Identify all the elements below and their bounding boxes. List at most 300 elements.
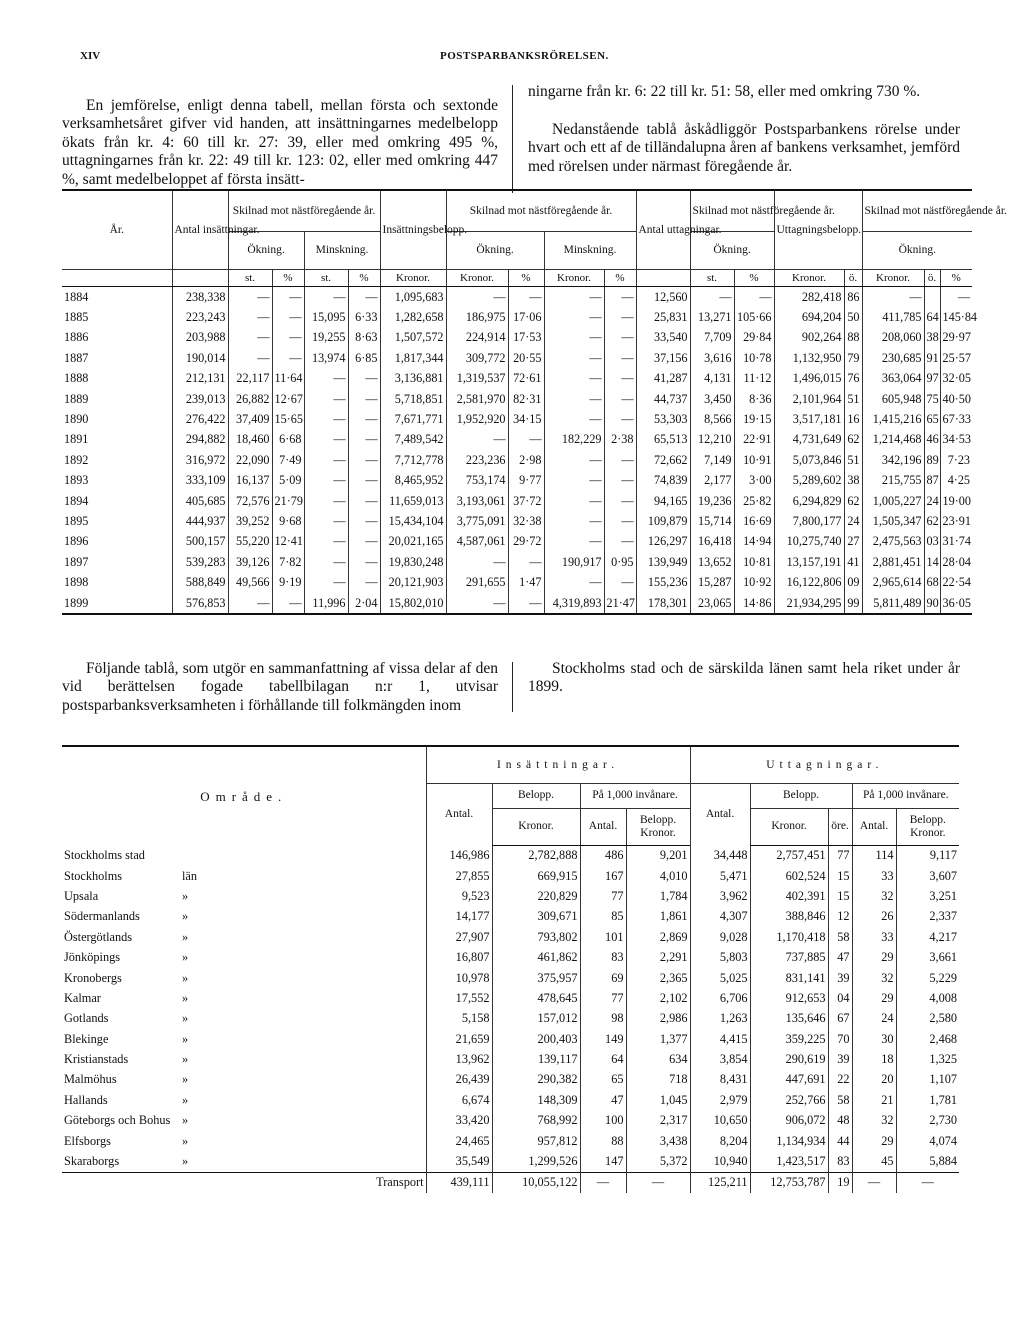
year-cell: 1889: [64, 391, 89, 406]
table-cell: 486: [580, 845, 626, 866]
table-cell: 19: [828, 1172, 852, 1193]
table-cell: —: [348, 511, 380, 531]
table-row: [62, 1111, 959, 1131]
utt-kronor: Kronor.: [750, 808, 828, 845]
utt-p-antal: Antal.: [852, 808, 896, 845]
table-cell: 411,785: [862, 307, 924, 327]
table-cell: 223,236: [446, 450, 508, 470]
table-cell: 10,650: [690, 1111, 750, 1131]
transport-label: Transport: [180, 1172, 426, 1193]
table-cell: 669,915: [492, 866, 580, 886]
table-cell: —: [896, 1172, 959, 1193]
table-cell: 902,264: [774, 328, 844, 348]
unit-ore: ö.: [844, 270, 862, 287]
table-cell: 8·63: [348, 328, 380, 348]
table-cell: 2,757,451: [750, 845, 828, 866]
table-cell: 9·77: [508, 471, 544, 491]
table-cell: 2,580: [896, 1009, 959, 1029]
table-cell: 3,607: [896, 866, 959, 886]
mid-right-paragraph: Stockholms stad och de särskilda länen samt hela riket under år 1899.: [528, 660, 960, 696]
table-cell: —: [304, 572, 348, 592]
col-antal-insattningar: Antal insättningar.: [172, 190, 228, 270]
table-cell: 14,177: [426, 907, 492, 927]
table-cell: 5·09: [272, 471, 304, 491]
unit-ore: ö.: [924, 270, 940, 287]
table-cell: 21: [852, 1090, 896, 1110]
table-cell: 294,882: [172, 430, 228, 450]
table-cell: 24: [852, 1009, 896, 1029]
table-cell: 27,907: [426, 927, 492, 947]
table-cell: —: [446, 430, 508, 450]
table-cell: 7,712,778: [380, 450, 446, 470]
unit-blank: [172, 270, 228, 287]
table-cell: 15: [828, 866, 852, 886]
table-cell: 23·91: [940, 511, 972, 531]
table-cell: 4,008: [896, 988, 959, 1008]
table-cell: 45: [852, 1151, 896, 1172]
year-cell: 1886: [64, 330, 89, 345]
table-cell: 15,434,104: [380, 511, 446, 531]
table-cell: 64: [580, 1049, 626, 1069]
table-cell: 39,252: [228, 511, 272, 531]
table-cell: 13,652: [690, 552, 734, 572]
table-cell: 1,817,344: [380, 348, 446, 368]
table-cell: 1,299,526: [492, 1151, 580, 1172]
table-cell: —: [304, 389, 348, 409]
table-cell: 405,685: [172, 491, 228, 511]
table-cell: 1,132,950: [774, 348, 844, 368]
table-cell: 252,766: [750, 1090, 828, 1110]
table-cell: —: [348, 552, 380, 572]
year-cell: 1896: [64, 534, 89, 549]
region-suffix: »: [182, 1154, 189, 1169]
table-cell: —: [304, 552, 348, 572]
table-row: [62, 845, 959, 866]
table-cell: 82·31: [508, 389, 544, 409]
table-cell: 1,170,418: [750, 927, 828, 947]
table-cell: 282,418: [774, 287, 844, 308]
table-cell: —: [862, 287, 924, 308]
table-row: [62, 1009, 959, 1029]
unit-kronor: Kronor.: [380, 270, 446, 287]
table-cell: 65: [924, 409, 940, 429]
table-cell: —: [348, 389, 380, 409]
table-cell: 33,540: [636, 328, 690, 348]
utt-pa1000: På 1,000 invånare.: [852, 784, 959, 809]
table-cell: 576,853: [172, 593, 228, 614]
year-cell: 1890: [64, 412, 89, 427]
year-cell: 1893: [64, 473, 89, 488]
table-cell: 65: [580, 1070, 626, 1090]
region-suffix: »: [182, 1113, 189, 1128]
table-cell: 3,450: [690, 389, 734, 409]
table-cell: 64: [924, 307, 940, 327]
table-row: [62, 307, 972, 327]
table-cell: —: [348, 471, 380, 491]
table-cell: 316,972: [172, 450, 228, 470]
table-cell: 26,882: [228, 389, 272, 409]
region-name: Skaraborgs: [64, 1154, 120, 1169]
table-cell: 1,377: [626, 1029, 690, 1049]
table-row: [62, 491, 972, 511]
table-cell: 3,251: [896, 886, 959, 906]
table-cell: 478,645: [492, 988, 580, 1008]
table-cell: 634: [626, 1049, 690, 1069]
table-cell: 16,137: [228, 471, 272, 491]
unit-kronor: Kronor.: [544, 270, 604, 287]
table-cell: —: [544, 369, 604, 389]
intro-right-paragraph-1: ningarne från kr. 6: 22 till kr. 51: 58, eller med omkring 730 %.: [528, 83, 921, 100]
table-cell: 40·50: [940, 389, 972, 409]
unit-blank: [62, 270, 172, 287]
table-cell: 86: [844, 287, 862, 308]
region-name: Jönköpings: [64, 950, 121, 965]
table-cell: 13,974: [304, 348, 348, 368]
region-suffix: »: [182, 990, 189, 1005]
table-cell: 38: [844, 471, 862, 491]
region-suffix: »: [182, 1072, 189, 1087]
table-cell: —: [580, 1172, 626, 1193]
table-cell: 359,225: [750, 1029, 828, 1049]
table-cell: 47: [828, 947, 852, 967]
table-cell: 14·86: [734, 593, 774, 614]
table-cell: 101: [580, 927, 626, 947]
table-cell: 39: [828, 968, 852, 988]
table-cell: 4,731,649: [774, 430, 844, 450]
mid-left-paragraph: Följande tablå, som utgör en sammanfattning af vissa delar af den vid berättelsen fogade tabellbilagan n:r 1, utvisar postsparbanksverksamheten i förhållande till folkmängden inom: [62, 660, 498, 714]
table-cell: 33: [852, 927, 896, 947]
table-cell: 309,772: [446, 348, 508, 368]
table-cell: 83: [828, 1151, 852, 1172]
table-cell: 5,803: [690, 947, 750, 967]
table-cell: 15: [828, 886, 852, 906]
region-suffix: »: [182, 888, 189, 903]
intro-right-paragraph-2: Nedanstående tablå åskådliggör Postsparbankens rörelse under hvart och ett af de tilländalupna åren af bankens verksamhet, jemförd med rörelsen under närmast föregående år.: [528, 121, 960, 175]
table-row: [62, 1151, 959, 1172]
table-cell: 105·66: [734, 307, 774, 327]
table-cell: —: [228, 348, 272, 368]
table-row: [62, 409, 972, 429]
table-cell: 912,653: [750, 988, 828, 1008]
region-suffix: län: [182, 868, 198, 883]
table-cell: 15·65: [272, 409, 304, 429]
table-row: [62, 369, 972, 389]
table-row: [62, 927, 959, 947]
table-cell: 22: [828, 1070, 852, 1090]
table-cell: 22·91: [734, 430, 774, 450]
table-cell: 718: [626, 1070, 690, 1090]
table-cell: 22·54: [940, 572, 972, 592]
table-cell: 77: [580, 886, 626, 906]
table-row: [62, 450, 972, 470]
table-cell: —: [446, 593, 508, 614]
table-cell: 20,121,903: [380, 572, 446, 592]
table-cell: 32·05: [940, 369, 972, 389]
table-cell: 9,523: [426, 886, 492, 906]
table-cell: 223,243: [172, 307, 228, 327]
table-cell: —: [228, 307, 272, 327]
table-cell: 19,255: [304, 328, 348, 348]
table-cell: —: [604, 287, 636, 308]
table-cell: 9,117: [896, 845, 959, 866]
unit-st: st.: [228, 270, 272, 287]
table-cell: 75: [924, 389, 940, 409]
table-cell: 5,718,851: [380, 389, 446, 409]
table-row: [62, 866, 959, 886]
table-cell: 2,986: [626, 1009, 690, 1029]
table-cell: 29·97: [940, 328, 972, 348]
ins-p-belopp: Belopp. Kronor.: [626, 808, 690, 845]
table-cell: —: [544, 471, 604, 491]
table-cell: 8,566: [690, 409, 734, 429]
table-cell: 13,157,191: [774, 552, 844, 572]
table-cell: 7·49: [272, 450, 304, 470]
table-cell: —: [348, 450, 380, 470]
table-cell: 190,014: [172, 348, 228, 368]
table-cell: 41,287: [636, 369, 690, 389]
table-cell: —: [272, 307, 304, 327]
region-suffix: »: [182, 950, 189, 965]
table-cell: 11·12: [734, 369, 774, 389]
table-cell: 16: [844, 409, 862, 429]
table-cell: —: [544, 389, 604, 409]
table-cell: 4·25: [940, 471, 972, 491]
table-row: [62, 1131, 959, 1151]
table-cell: 21,934,295: [774, 593, 844, 614]
table-cell: 44,737: [636, 389, 690, 409]
table-cell: 768,992: [492, 1111, 580, 1131]
table-cell: —: [544, 450, 604, 470]
col-skilnad-2: Skilnad mot nästföregående år.: [446, 190, 636, 232]
table-cell: 0·95: [604, 552, 636, 572]
table-cell: 1,214,468: [862, 430, 924, 450]
table-cell: 26,439: [426, 1070, 492, 1090]
region-name: Gotlands: [64, 1011, 109, 1026]
table-cell: 5,229: [896, 968, 959, 988]
table-cell: 2,869: [626, 927, 690, 947]
table-cell: 6,674: [426, 1090, 492, 1110]
table-cell: 1,781: [896, 1090, 959, 1110]
table-cell: 9·19: [272, 572, 304, 592]
table-cell: 6·33: [348, 307, 380, 327]
sub-minskning-2: Minskning.: [544, 232, 636, 270]
table-cell: 49,566: [228, 572, 272, 592]
table-cell: 4,074: [896, 1131, 959, 1151]
table-cell: —: [604, 471, 636, 491]
ins-belopp: Belopp.: [492, 784, 580, 809]
table-cell: —: [348, 430, 380, 450]
table-cell: 1,045: [626, 1090, 690, 1110]
table-cell: 6·85: [348, 348, 380, 368]
table-cell: —: [272, 593, 304, 614]
table-cell: 32: [852, 886, 896, 906]
table-cell: 238,338: [172, 287, 228, 308]
table-row: [62, 552, 972, 572]
table-cell: —: [604, 307, 636, 327]
table-cell: 19,830,248: [380, 552, 446, 572]
table-cell: 10·92: [734, 572, 774, 592]
table-cell: 34·15: [508, 409, 544, 429]
table-cell: 16,418: [690, 532, 734, 552]
table-cell: 8,204: [690, 1131, 750, 1151]
table-cell: 1,861: [626, 907, 690, 927]
table-cell: 2,782,888: [492, 845, 580, 866]
table-cell: —: [446, 287, 508, 308]
table-cell: 27,855: [426, 866, 492, 886]
table-cell: 20,021,165: [380, 532, 446, 552]
table-cell: 03: [924, 532, 940, 552]
table-cell: 16,122,806: [774, 572, 844, 592]
table-row: [62, 511, 972, 531]
table-cell: —: [734, 287, 774, 308]
table-cell: —: [604, 369, 636, 389]
table-cell: 77: [828, 845, 852, 866]
table-row: [62, 572, 972, 592]
table-cell: 19·15: [734, 409, 774, 429]
table-cell: 363,064: [862, 369, 924, 389]
table-cell: 19,236: [690, 491, 734, 511]
table-cell: 135,646: [750, 1009, 828, 1029]
col-year: År.: [109, 223, 124, 236]
table-cell: 8·36: [734, 389, 774, 409]
table-cell: —: [604, 348, 636, 368]
col-uttagningsbelopp: Uttagningsbelopp.: [774, 190, 862, 270]
table-cell: —: [604, 491, 636, 511]
table-cell: —: [304, 287, 348, 308]
table-cell: 7,489,542: [380, 430, 446, 450]
group-uttagningar: Uttagningar.: [690, 746, 959, 784]
table-cell: 74,839: [636, 471, 690, 491]
table-cell: 139,949: [636, 552, 690, 572]
table-cell: 72,576: [228, 491, 272, 511]
table-cell: 7,671,771: [380, 409, 446, 429]
table-cell: 2,581,970: [446, 389, 508, 409]
table-cell: —: [508, 552, 544, 572]
table-cell: —: [544, 409, 604, 429]
unit-pct: %: [272, 270, 304, 287]
table-cell: —: [544, 348, 604, 368]
page-number: XIV: [80, 50, 101, 62]
table-cell: 51: [844, 450, 862, 470]
table-cell: —: [940, 287, 972, 308]
table-cell: 10·78: [734, 348, 774, 368]
region-suffix: »: [182, 1011, 189, 1026]
table-cell: 215,755: [862, 471, 924, 491]
table-cell: 2,102: [626, 988, 690, 1008]
table-cell: 4,587,061: [446, 532, 508, 552]
table-cell: 39: [828, 1049, 852, 1069]
table-cell: 2·04: [348, 593, 380, 614]
table-cell: 957,812: [492, 1131, 580, 1151]
table-cell: 190,917: [544, 552, 604, 572]
table-cell: 2,291: [626, 947, 690, 967]
table-cell: 29·72: [508, 532, 544, 552]
table-cell: 439,111: [426, 1172, 492, 1193]
year-cell: 1894: [64, 493, 89, 508]
region-name: Kronobergs: [64, 970, 122, 985]
table-cell: 208,060: [862, 328, 924, 348]
table-cell: 17,552: [426, 988, 492, 1008]
table-row: [62, 1049, 959, 1069]
region-suffix: [180, 845, 426, 866]
table-cell: —: [446, 552, 508, 572]
table-cell: 125,211: [690, 1172, 750, 1193]
table-cell: 4,131: [690, 369, 734, 389]
table-cell: 25·57: [940, 348, 972, 368]
table-cell: 309,671: [492, 907, 580, 927]
table-cell: 68: [924, 572, 940, 592]
sub-okning-2: Ökning.: [446, 232, 544, 270]
table-row: [62, 1090, 959, 1110]
region-name: Östergötlands: [64, 929, 133, 944]
table-cell: 32·38: [508, 511, 544, 531]
table-cell: 203,988: [172, 328, 228, 348]
table-cell: 2,365: [626, 968, 690, 988]
unit-pct: %: [604, 270, 636, 287]
region-name: Stockholms: [64, 868, 123, 883]
table-cell: 79: [844, 348, 862, 368]
region-name: Kristianstads: [64, 1052, 129, 1067]
table-cell: 51: [844, 389, 862, 409]
table-cell: 146,986: [426, 845, 492, 866]
table-cell: 10·91: [734, 450, 774, 470]
table-cell: 1,507,572: [380, 328, 446, 348]
table-cell: 2,101,964: [774, 389, 844, 409]
table-cell: 1,005,227: [862, 491, 924, 511]
table-cell: 37·72: [508, 491, 544, 511]
year-cell: 1899: [62, 593, 172, 614]
table-row: [62, 968, 959, 988]
table-cell: 9·68: [272, 511, 304, 531]
table-cell: 13,271: [690, 307, 734, 327]
table-cell: 200,403: [492, 1029, 580, 1049]
unit-pct: %: [940, 270, 972, 287]
table-cell: 737,885: [750, 947, 828, 967]
unit-pct: %: [734, 270, 774, 287]
table-cell: 14·94: [734, 532, 774, 552]
table-cell: 37,156: [636, 348, 690, 368]
table-cell: —: [604, 450, 636, 470]
table-cell: 91: [924, 348, 940, 368]
table-cell: 831,141: [750, 968, 828, 988]
unit-pct: %: [348, 270, 380, 287]
table-cell: 29: [852, 1131, 896, 1151]
table-cell: 34,448: [690, 845, 750, 866]
table-cell: 58: [828, 1090, 852, 1110]
region-suffix: »: [182, 1133, 189, 1148]
col-skilnad-1: Skilnad mot nästföregående år.: [228, 190, 380, 232]
table-cell: 12,210: [690, 430, 734, 450]
table-row: [62, 430, 972, 450]
table-cell: 10,940: [690, 1151, 750, 1172]
ins-antal: Antal.: [426, 784, 492, 846]
table-cell: —: [228, 593, 272, 614]
sub-minskning-1: Minskning.: [304, 232, 380, 270]
table-cell: 70: [828, 1029, 852, 1049]
unit-kronor: Kronor.: [862, 270, 924, 287]
region-name: Malmöhus: [64, 1072, 117, 1087]
table-cell: 10,978: [426, 968, 492, 988]
table-cell: 33: [852, 866, 896, 886]
table-cell: 3,854: [690, 1049, 750, 1069]
table-cell: 90: [924, 593, 940, 614]
col-skilnad-3: Skilnad mot nästföregående år.: [690, 190, 774, 232]
table-cell: 33,420: [426, 1111, 492, 1131]
table-cell: 2,979: [690, 1090, 750, 1110]
column-rule: [512, 662, 513, 712]
column-rule: [512, 85, 513, 193]
table-cell: 12: [828, 907, 852, 927]
